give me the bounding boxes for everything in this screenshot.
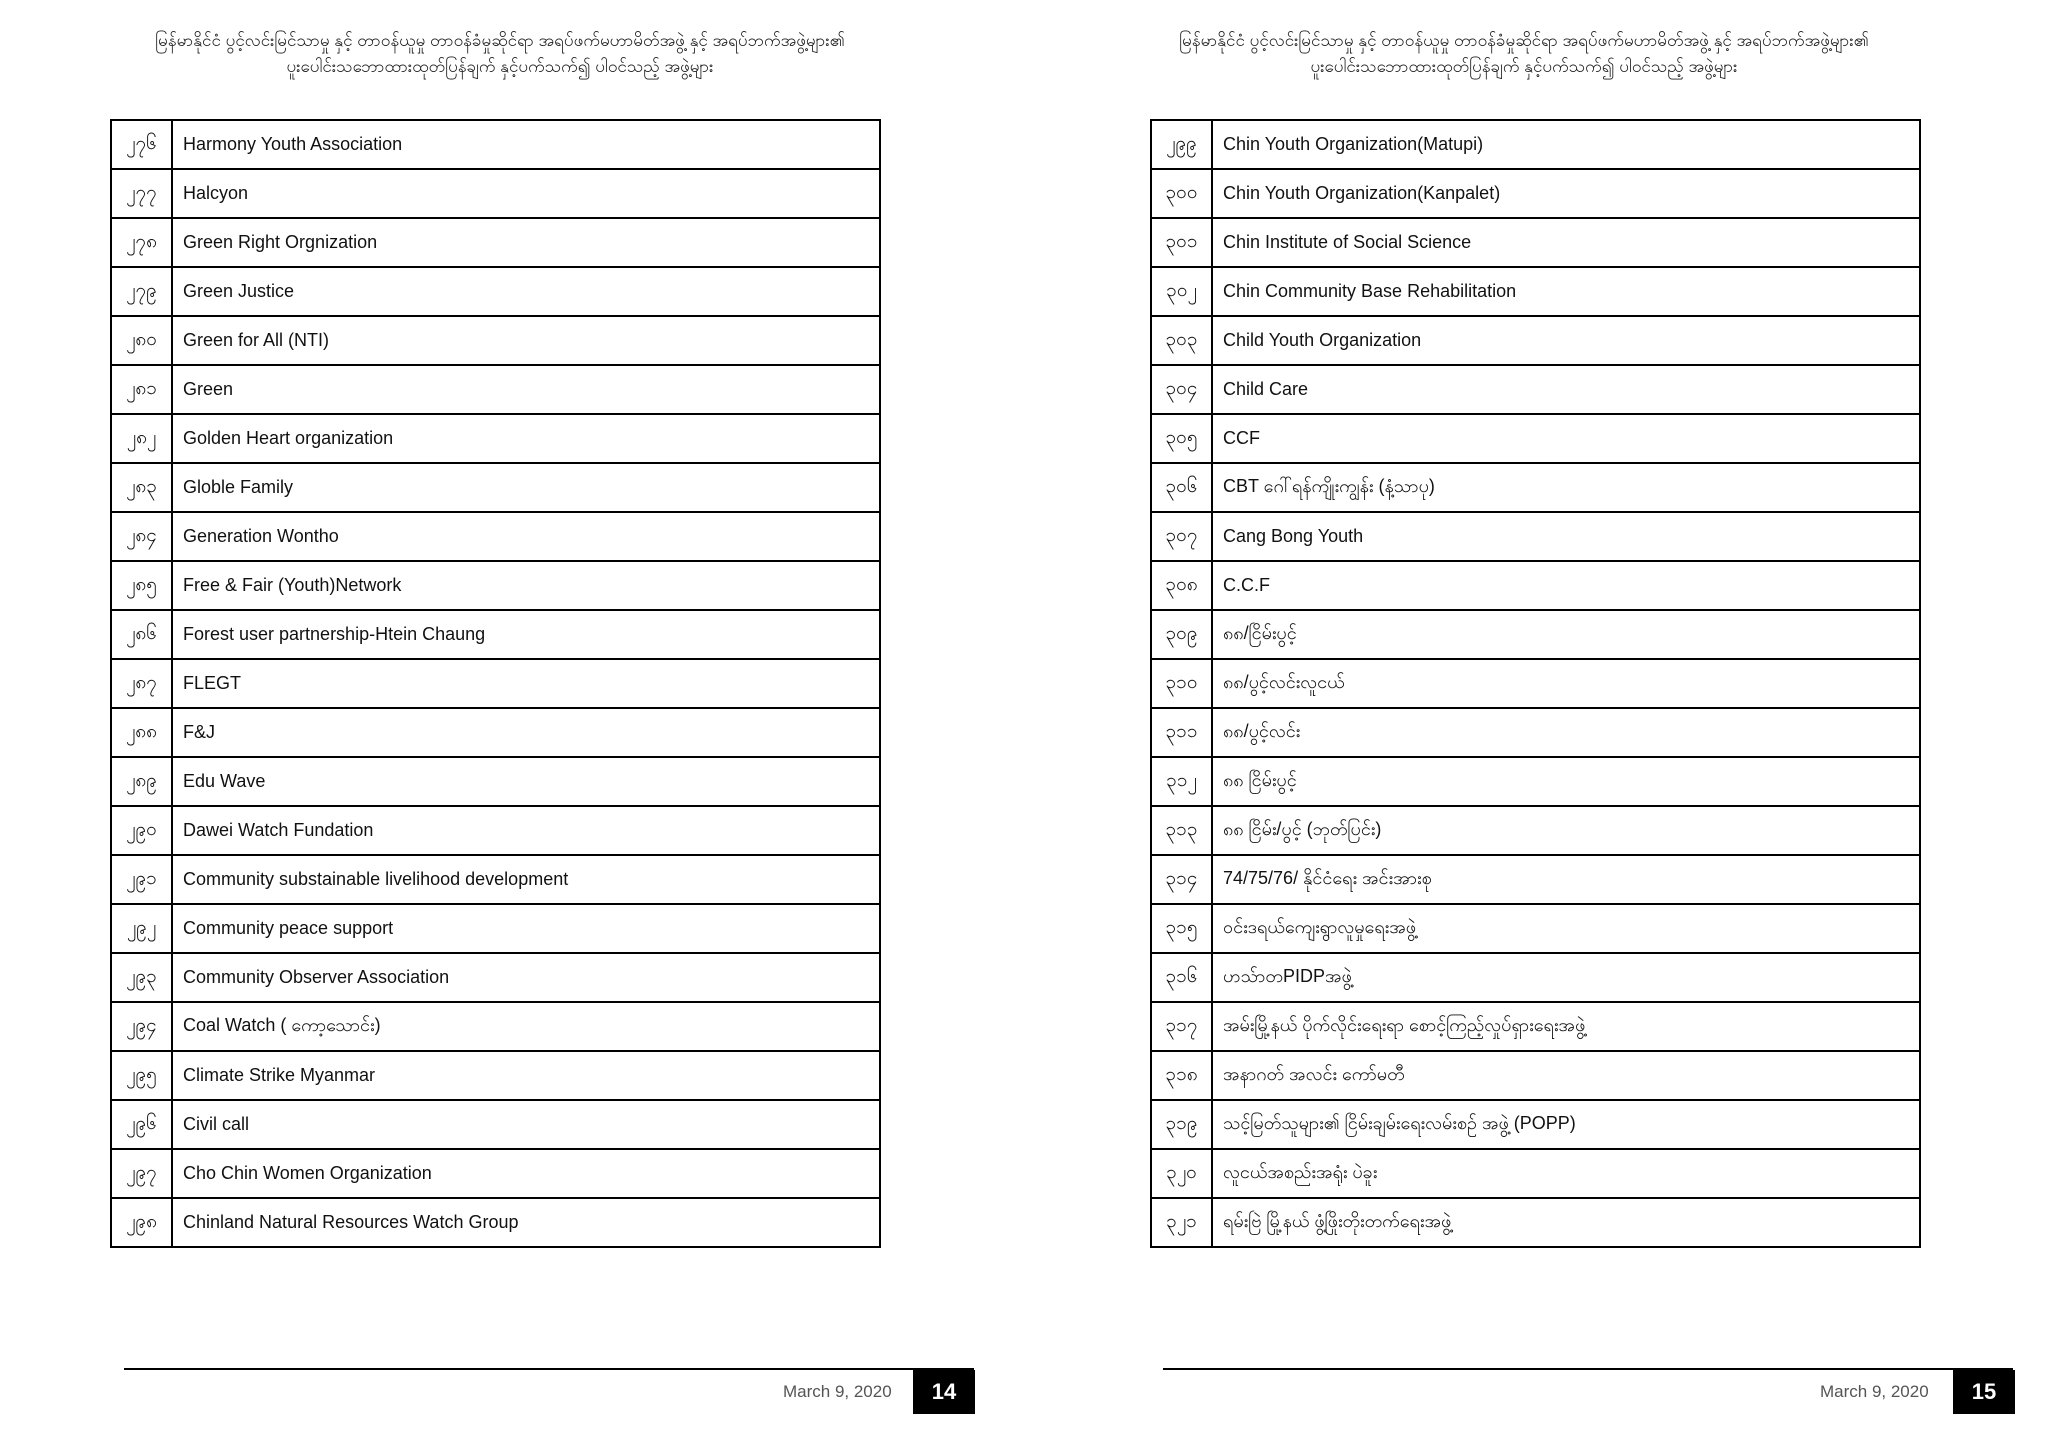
row-number: ၂၈၅ [111,561,172,610]
table-row [1151,1051,1920,1100]
table-row [1151,757,1920,806]
organization-name: Cang Bong Youth [1212,512,1920,561]
table-row [111,757,880,806]
organization-name: Edu Wave [172,757,880,806]
organization-name: Green [172,365,880,414]
table-row [1151,1100,1920,1149]
row-number: ၃၀၆ [1151,463,1212,512]
row-number: ၂၇၇ [111,169,172,218]
table-row [1151,365,1920,414]
table-row [111,904,880,953]
organization-name: Chin Youth Organization(Matupi) [1212,120,1920,169]
table-row [1151,953,1920,1002]
header-line-2: ပူးပေါင်းသဘောထားထုတ်ပြန်ချက် နှင့်ပက်သက်၍ ပါဝင်သည့် အဖွဲ့များ [1310,57,1738,76]
table-row [1151,218,1920,267]
table-row [1151,708,1920,757]
organization-table-body [1151,120,1920,1247]
row-number: ၂၈၉ [111,757,172,806]
organization-name: ၈၈/ငြိမ်းပွင့် [1212,610,1920,659]
organization-name: 74/75/76/ နိုင်ငံရေး အင်းအားစု [1212,855,1920,904]
row-number: ၂၇၉ [111,267,172,316]
table-row [111,1051,880,1100]
table-row [111,561,880,610]
organization-table [110,119,881,1248]
organization-name: Coal Watch ( ကော့သောင်း) [172,1002,880,1051]
table-row [1151,463,1920,512]
organization-name: လူငယ်အစည်းအရုံး ပဲခူး [1212,1149,1920,1198]
table-row [111,267,880,316]
table-row [111,610,880,659]
organization-name: Harmony Youth Association [172,120,880,169]
row-number: ၃၂၀ [1151,1149,1212,1198]
table-row [1151,561,1920,610]
row-number: ၂၉၈ [111,1198,172,1247]
row-number: ၂၈၆ [111,610,172,659]
organization-name: သင့်မြတ်သူများ၏ ငြိမ်းချမ်းရေးလမ်းစဉ် အဖွဲ့ (POPP) [1212,1100,1920,1149]
row-number: ၃၀၇ [1151,512,1212,561]
table-row [111,512,880,561]
footer-date: March 9, 2020 [783,1382,892,1401]
organization-name: Halcyon [172,169,880,218]
row-number: ၃၁၇ [1151,1002,1212,1051]
table-row [111,659,880,708]
organization-name: Cho Chin Women Organization [172,1149,880,1198]
organization-name: Golden Heart organization [172,414,880,463]
organization-name: Civil call [172,1100,880,1149]
organization-name: Community substainable livelihood development [172,855,880,904]
row-number: ၃၀၉ [1151,610,1212,659]
row-number: ၂၉၇ [111,1149,172,1198]
organization-name: Climate Strike Myanmar [172,1051,880,1100]
organization-name: အမ်းမြို့နယ် ပိုက်လိုင်းရေးရာ စောင့်ကြည့်လှုပ်ရှားရေးအဖွဲ့ [1212,1002,1920,1051]
page-header [1036,28,2048,80]
row-number: ၂၇၆ [111,120,172,169]
row-number: ၃၁၀ [1151,659,1212,708]
table-row [111,806,880,855]
row-number: ၃၂၁ [1151,1198,1212,1247]
organization-name: ၈၈/ပွင့်လင်း [1212,708,1920,757]
page-number-badge: 14 [913,1370,975,1414]
header-line-2: ပူးပေါင်းသဘောထားထုတ်ပြန်ချက် နှင့်ပက်သက်၍ ပါဝင်သည့် အဖွဲ့များ [286,57,714,76]
row-number: ၃၁၃ [1151,806,1212,855]
footer-divider [1163,1368,2013,1370]
organization-name: Child Care [1212,365,1920,414]
row-number: ၃၁၈ [1151,1051,1212,1100]
organization-table [1150,119,1921,1248]
organization-name: Green for All (NTI) [172,316,880,365]
row-number: ၂၉၂ [111,904,172,953]
row-number: ၂၇၈ [111,218,172,267]
table-row [111,463,880,512]
row-number: ၂၈၁ [111,365,172,414]
table-row [1151,120,1920,169]
organization-name: CCF [1212,414,1920,463]
table-row [111,414,880,463]
table-row [111,1149,880,1198]
table-row [1151,267,1920,316]
table-row [1151,414,1920,463]
footer-divider [124,1368,974,1370]
row-number: ၃၀၅ [1151,414,1212,463]
organization-name: ရမ်းဗြဲ မြို့နယ် ဖွံ့ဖြိုးတိုးတက်ရေးအဖွဲ့ [1212,1198,1920,1247]
table-row [1151,610,1920,659]
table-row [1151,904,1920,953]
row-number: ၂၈၄ [111,512,172,561]
organization-name: Green Right Orgnization [172,218,880,267]
table-row [1151,659,1920,708]
organization-name: Child Youth Organization [1212,316,1920,365]
table-row [111,855,880,904]
row-number: ၂၉၃ [111,953,172,1002]
table-row [1151,806,1920,855]
row-number: ၂၈၈ [111,708,172,757]
table-row [1151,316,1920,365]
table-row [111,169,880,218]
row-number: ၃၁၄ [1151,855,1212,904]
table-row [111,1100,880,1149]
organization-name: Chinland Natural Resources Watch Group [172,1198,880,1247]
row-number: ၃၀၈ [1151,561,1212,610]
row-number: ၃၀၃ [1151,316,1212,365]
row-number: ၂၉၁ [111,855,172,904]
row-number: ၃၁၁ [1151,708,1212,757]
row-number: ၂၈၃ [111,463,172,512]
page-number-badge: 15 [1953,1370,2015,1414]
organization-name: Chin Youth Organization(Kanpalet) [1212,169,1920,218]
organization-name: Green Justice [172,267,880,316]
organization-name: C.C.F [1212,561,1920,610]
row-number: ၃၁၅ [1151,904,1212,953]
organization-name: Globle Family [172,463,880,512]
organization-name: Forest user partnership-Htein Chaung [172,610,880,659]
row-number: ၂၉၀ [111,806,172,855]
organization-name: Free & Fair (Youth)Network [172,561,880,610]
organization-name: ၈၈ ငြိမ်းပွင့် [1212,757,1920,806]
row-number: ၃၀၂ [1151,267,1212,316]
organization-name: Community Observer Association [172,953,880,1002]
organization-name: F&J [172,708,880,757]
row-number: ၃၁၆ [1151,953,1212,1002]
table-row [1151,1002,1920,1051]
table-row [1151,1149,1920,1198]
table-row [111,1198,880,1247]
organization-name: Chin Institute of Social Science [1212,218,1920,267]
organization-name: CBT ဂေါ်ရန်ကျိုးကျွန်း (နံ့သာပု) [1212,463,1920,512]
page-header [0,28,1024,80]
row-number: ၂၉၅ [111,1051,172,1100]
organization-name: Generation Wontho [172,512,880,561]
organization-name: Chin Community Base Rehabilitation [1212,267,1920,316]
row-number: ၂၈၂ [111,414,172,463]
row-number: ၃၁၉ [1151,1100,1212,1149]
table-row [111,218,880,267]
table-row [111,1002,880,1051]
table-row [111,708,880,757]
table-row [1151,169,1920,218]
table-row [1151,512,1920,561]
organization-name: အနာဂတ် အလင်း ကော်မတီ [1212,1051,1920,1100]
row-number: ၃၀၀ [1151,169,1212,218]
organization-name: ဝင်းဒရယ်ကျေးရွာလူမှုရေးအဖွဲ့ [1212,904,1920,953]
table-row [1151,1198,1920,1247]
row-number: ၂၉၆ [111,1100,172,1149]
organization-name: Dawei Watch Fundation [172,806,880,855]
table-row [111,953,880,1002]
organization-name: Community peace support [172,904,880,953]
table-row [111,316,880,365]
table-row [111,365,880,414]
footer-date: March 9, 2020 [1820,1382,1929,1401]
table-row [111,120,880,169]
row-number: ၃၀၄ [1151,365,1212,414]
row-number: ၂၉၄ [111,1002,172,1051]
organization-name: ဟသ်ာတPIDPအဖွဲ့ [1212,953,1920,1002]
table-row [1151,855,1920,904]
row-number: ၃၁၂ [1151,757,1212,806]
page-15 [1036,0,2048,1442]
row-number: ၂၉၉ [1151,120,1212,169]
row-number: ၃၀၁ [1151,218,1212,267]
row-number: ၂၈၀ [111,316,172,365]
header-line-1: မြန်မာနိုင်ငံ ပွင့်လင်းမြင်သာမှု နှင့် တာဝန်ယူမှု တာဝန်ခံမှုဆိုင်ရာ အရပ်ဖက်မဟာမိတ်အဖွဲ့ နှင့် အရပ်ဘက်အဖွဲ့များ၏ [155,31,845,50]
row-number: ၂၈၇ [111,659,172,708]
organization-name: ၈၈/ပွင့်လင်းလူငယ် [1212,659,1920,708]
organization-table-body [111,120,880,1247]
organization-name: FLEGT [172,659,880,708]
header-line-1: မြန်မာနိုင်ငံ ပွင့်လင်းမြင်သာမှု နှင့် တာဝန်ယူမှု တာဝန်ခံမှုဆိုင်ရာ အရပ်ဖက်မဟာမိတ်အဖွဲ့ နှင့် အရပ်ဘက်အဖွဲ့များ၏ [1179,31,1869,50]
organization-name: ၈၈ ငြိမ်း/ပွင့် (ဘုတ်ပြင်း) [1212,806,1920,855]
